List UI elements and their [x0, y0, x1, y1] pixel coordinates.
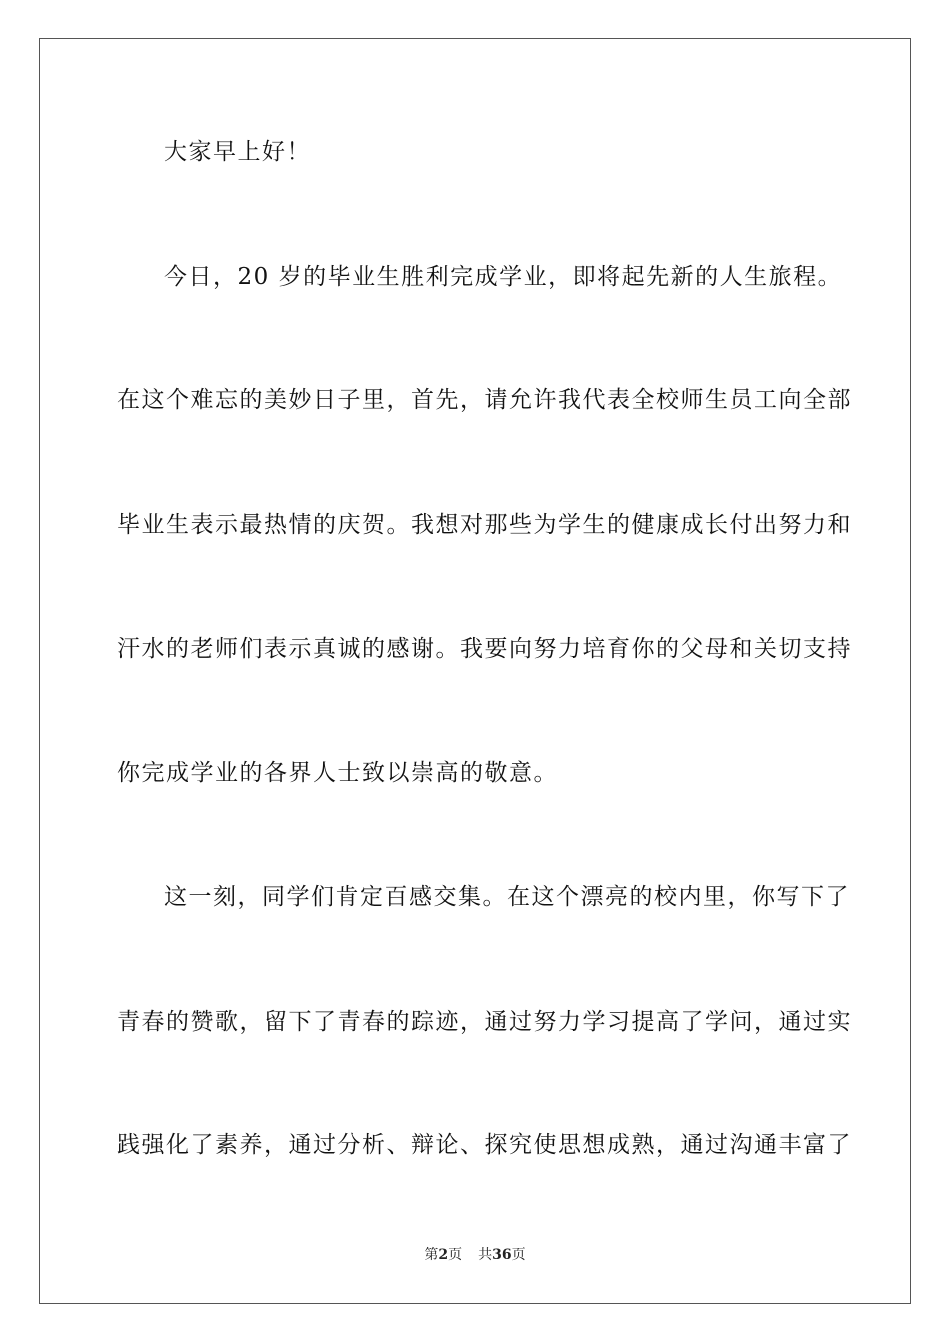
total-prefix: 共 [478, 1247, 493, 1263]
paragraph-line: 毕业生表示最热情的庆贺。我想对那些为学生的健康成长付出努力和 [117, 512, 852, 538]
current-page-number: 2 [438, 1247, 449, 1263]
paragraph-line: 你完成学业的各界人士致以崇高的敬意。 [117, 760, 558, 786]
paragraph-line: 这一刻，同学们肯定百感交集。在这个漂亮的校内里，你写下了 [164, 884, 850, 910]
page-border [39, 38, 911, 1304]
total-suffix: 页 [511, 1247, 526, 1263]
page-prefix: 第 [424, 1247, 439, 1263]
paragraph-line: 今日，20 岁的毕业生胜利完成学业，即将起先新的人生旅程。 [164, 264, 843, 290]
greeting-line: 大家早上好！ [164, 139, 311, 165]
page-suffix: 页 [448, 1247, 463, 1263]
page-footer [0, 1246, 950, 1264]
paragraph-line: 汗水的老师们表示真诚的感谢。我要向努力培育你的父母和关切支持 [117, 636, 852, 662]
total-pages-number: 36 [492, 1247, 512, 1263]
paragraph-line: 在这个难忘的美妙日子里，首先，请允许我代表全校师生员工向全部 [117, 387, 852, 413]
paragraph-line: 青春的赞歌，留下了青春的踪迹，通过努力学习提高了学问，通过实 [117, 1009, 852, 1035]
paragraph-line: 践强化了素养，通过分析、辩论、探究使思想成熟，通过沟通丰富了 [117, 1132, 852, 1158]
